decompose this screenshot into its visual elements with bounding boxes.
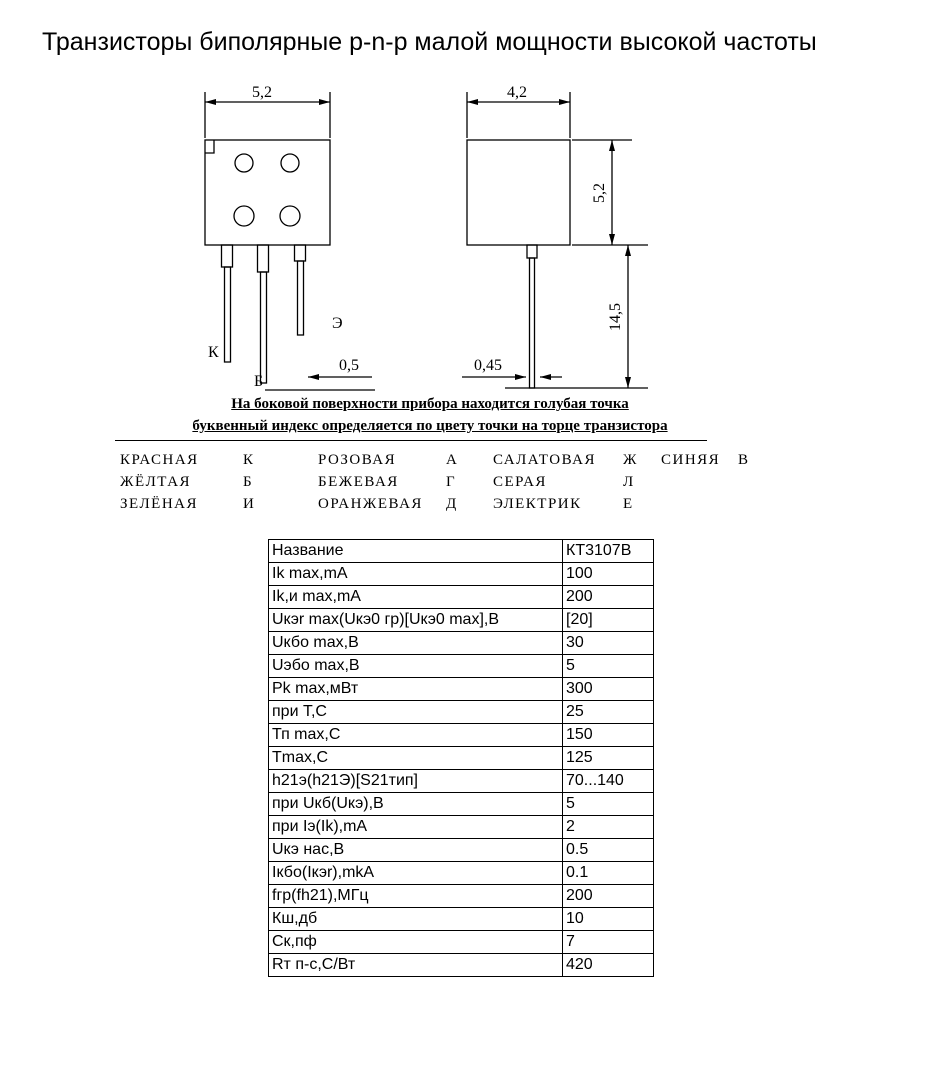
param-name-cell: Rт п-с,С/Вт [269,954,563,977]
side-pin-width-dim-label: 0,45 [474,357,502,374]
front-pin-width-dim-label: 0,5 [339,357,359,374]
param-name-cell: Iкбо(Iкэr),mkA [269,862,563,885]
color-code-table [120,449,798,515]
color-name-cell [661,471,738,493]
pin-base-label: Б [254,373,264,390]
note-line-1: На боковой поверхности прибора находится голубая точка [231,396,629,412]
param-name-cell: Кш,дб [269,908,563,931]
param-value-cell: 5 [563,655,654,678]
color-name-cell: КРАСНАЯ [120,451,199,468]
color-name-cell: СЕРАЯ [493,473,547,490]
param-name-cell: при Uкб(Uкэ),В [269,793,563,816]
param-value-cell: 70...140 [563,770,654,793]
note-line-2: буквенный индекс определяется по цвету точки на торце транзистора [192,418,668,434]
table-row [269,609,654,632]
table-row [269,954,654,977]
header-name-cell: Название [269,540,563,563]
param-value-cell: 200 [563,586,654,609]
front-view-arrows [205,99,330,380]
side-width-dim-label: 4,2 [507,84,527,101]
color-name-cell [661,493,738,515]
table-row [269,839,654,862]
table-row [269,885,654,908]
param-value-cell: 5 [563,793,654,816]
color-letter-cell: Е [623,495,634,512]
table-row [120,449,798,471]
param-value-cell: 300 [563,678,654,701]
table-row [269,563,654,586]
param-value-cell: 125 [563,747,654,770]
color-name-cell: ЭЛЕКТРИК [493,495,582,512]
param-name-cell: fгр(fh21),МГц [269,885,563,908]
color-name-cell: ЖЁЛТАЯ [120,473,192,490]
param-value-cell: 150 [563,724,654,747]
param-name-cell: h21э(h21Э)[S21тип] [269,770,563,793]
param-name-cell: Uкбо max,В [269,632,563,655]
table-row [269,770,654,793]
pin-emitter-label: Э [332,315,343,332]
color-letter-cell: Г [446,473,457,490]
param-value-cell: 25 [563,701,654,724]
color-letter-cell: В [738,451,750,468]
param-name-cell: при Т,С [269,701,563,724]
color-letter-cell: Б [243,473,254,490]
param-value-cell: 0.1 [563,862,654,885]
param-name-cell: Тп max,С [269,724,563,747]
param-name-cell: Ск,пф [269,931,563,954]
table-row [269,678,654,701]
param-value-cell: [20] [563,609,654,632]
params-table-body [269,540,654,977]
color-letter-cell: Л [623,473,635,490]
table-row [269,655,654,678]
parameters-table [268,539,654,977]
table-row [269,816,654,839]
param-name-cell: Uэбо max,В [269,655,563,678]
param-name-cell: при Iэ(Ik),mA [269,816,563,839]
table-row [269,701,654,724]
param-name-cell: Uкэr max(Uкэ0 гр)[Uкэ0 max],В [269,609,563,632]
color-name-cell: СИНЯЯ [661,451,721,468]
side-body-height-dim-label: 5,2 [591,183,608,203]
side-pin-length-dim-label: 14,5 [607,303,624,331]
param-value-cell: 30 [563,632,654,655]
table-row [120,493,798,515]
color-name-cell: ЗЕЛЁНАЯ [120,495,198,512]
param-name-cell: Tmax,С [269,747,563,770]
page-title: Транзисторы биполярные p-n-p малой мощности высокой частоты [42,28,817,56]
color-letter-cell [738,471,798,493]
side-view-arrows [467,99,631,388]
table-row [269,632,654,655]
color-name-cell: РОЗОВАЯ [318,451,397,468]
table-row [269,908,654,931]
param-value-cell: 7 [563,931,654,954]
table-header-row [269,540,654,563]
front-width-dim-label: 5,2 [252,84,272,101]
param-value-cell: 200 [563,885,654,908]
param-value-cell: 2 [563,816,654,839]
param-value-cell: 10 [563,908,654,931]
table-row [269,793,654,816]
color-letter-cell: И [243,495,256,512]
color-name-cell: САЛАТОВАЯ [493,451,596,468]
color-letter-cell: Д [446,495,458,512]
side-view-outline [462,92,648,388]
header-value-cell: КТ3107В [563,540,654,563]
drawing-labels [208,84,624,390]
divider-rule [115,440,707,441]
table-row [120,471,798,493]
color-letter-cell: А [446,451,459,468]
table-row [269,747,654,770]
param-name-cell: Pk max,мВт [269,678,563,701]
color-table-body [120,449,798,515]
param-name-cell: Uкэ нас,В [269,839,563,862]
param-value-cell: 420 [563,954,654,977]
color-letter-cell: Ж [623,451,638,468]
front-view-outline [205,92,375,390]
color-name-cell: БЕЖЕВАЯ [318,473,399,490]
param-name-cell: Ik,и max,mA [269,586,563,609]
table-row [269,724,654,747]
table-row [269,862,654,885]
color-letter-cell: К [243,451,255,468]
param-value-cell: 100 [563,563,654,586]
param-value-cell: 0.5 [563,839,654,862]
table-row [269,931,654,954]
pin-collector-label: К [208,344,219,361]
param-name-cell: Ik max,mA [269,563,563,586]
color-name-cell: ОРАНЖЕВАЯ [318,495,423,512]
table-row [269,586,654,609]
color-letter-cell [738,493,798,515]
